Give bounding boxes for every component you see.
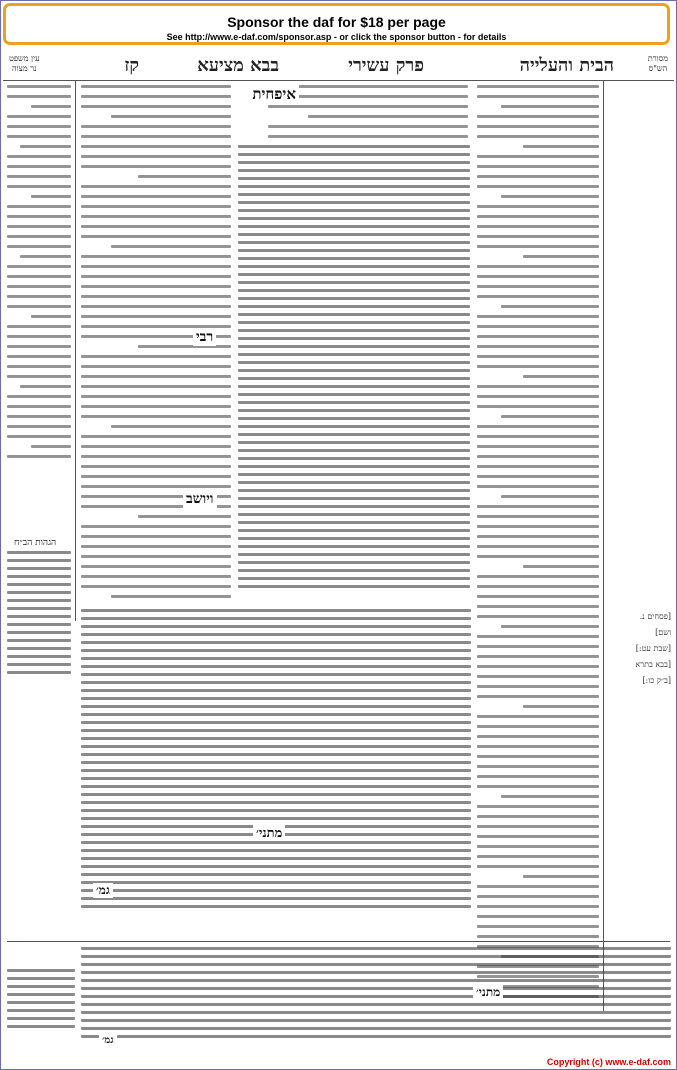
mesoret-ref: [פסחים נ. (639, 612, 671, 621)
mesoret-label-line2: הש"ס (648, 64, 668, 73)
mishnah-heading-2: מתני׳ (473, 985, 503, 1000)
daf-number: קז (124, 55, 139, 76)
rashi-heading: רבי (193, 329, 216, 346)
tractate-name: בבא מציעא (197, 55, 279, 76)
gemara-end-marker: גמ׳ (93, 883, 113, 898)
copyright-notice[interactable]: Copyright (c) www.e-daf.com (546, 1057, 671, 1067)
ein-mishpat-text-block (7, 85, 71, 465)
chapter-name: הבית והעלייה (519, 55, 614, 76)
gemara-end-marker-2: גמ׳ (99, 1035, 117, 1046)
sponsor-banner[interactable] (3, 3, 670, 45)
talmud-page-scan (3, 49, 674, 1052)
mesoret-label-line1: מסורת (647, 54, 668, 63)
sponsor-banner-title[interactable]: Sponsor the daf for $18 per page (227, 14, 446, 30)
bottom-commentary-block (81, 947, 671, 1047)
header-rule (3, 80, 674, 81)
tosafot-heading: איפחית (249, 85, 299, 104)
rashi-heading-2: ויושב (183, 491, 217, 508)
mesoret-ref: [שבת עט:] (635, 644, 671, 653)
sponsor-banner-subtitle[interactable]: See http://www.e-daf.com/sponsor.asp - or click the sponsor button - for details (166, 32, 507, 42)
ein-mishpat-label (9, 54, 40, 74)
gemara-lower-block (81, 609, 471, 939)
mesoret-refs (607, 609, 671, 699)
bottom-left-notes (7, 969, 75, 1049)
tosafot-text-block (477, 85, 599, 1005)
ein-mishpat-column-divider (75, 81, 76, 621)
mesoret-ref: [ב״ק כו:] (642, 676, 671, 685)
mesoret-ref: ושם] (655, 628, 671, 637)
ein-mishpat-line2: נר מצוה (11, 64, 37, 73)
page-header (3, 51, 674, 81)
mesoret-column-divider (603, 81, 604, 1011)
hagahot-heading: הגהות הב״ח (11, 537, 59, 548)
mesoret-ref: [בבא בתרא (635, 660, 671, 669)
gemara-main-block (238, 145, 470, 625)
ein-mishpat-line1: עין משפט (9, 54, 40, 63)
mishnah-heading: מתני׳ (253, 825, 285, 841)
bottom-rule (7, 941, 670, 942)
mesoret-label (648, 54, 668, 74)
hagahot-text-block (7, 551, 71, 681)
perek-label: פרק עשירי (348, 55, 424, 76)
